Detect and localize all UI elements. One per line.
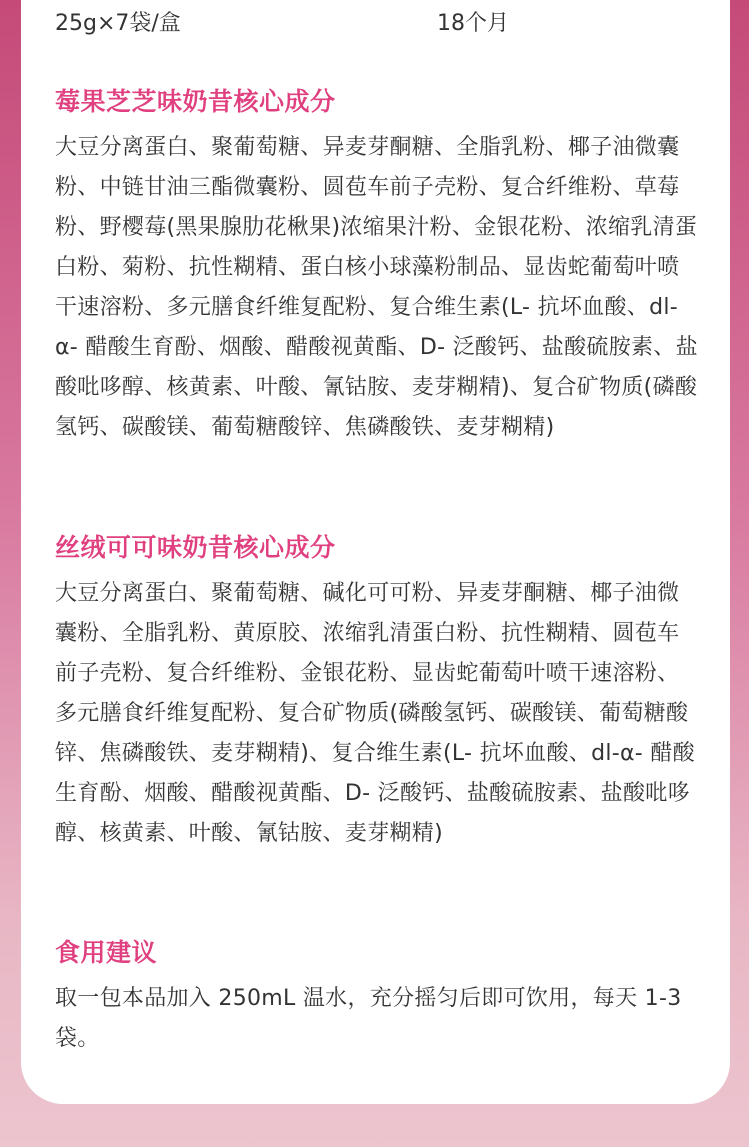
pack-size: 25g×7袋/盒 — [55, 11, 181, 36]
strawberry-ingredients-section — [55, 82, 701, 448]
strawberry-section-title: 莓果芝芝味奶昔核心成分 — [55, 87, 336, 116]
usage-section — [55, 933, 701, 1059]
cocoa-ingredients-text: 大豆分离蛋白、聚葡萄糖、碱化可可粉、异麦芽酮糖、椰子油微囊粉、全脂乳粉、黄原胶、浓缩乳清蛋白粉、抗性糊精、圆苞车前子壳粉、复合纤维粉、金银花粉、显齿蛇葡萄叶喷干速溶粉、多元膳食纤维复配粉、复合矿物质(磷酸氢钙、碳酸镁、葡萄糖酸锌、焦磷酸铁、麦芽糊精)、复合维生素(L- 抗坏血酸、dl-α- 醋酸生育酚、烟酸、醋酸视黄酯、D- 泛酸钙、盐酸硫胺素、盐酸吡哆醇、核黄素、叶酸、氰钴胺、麦芽糊精) — [55, 581, 695, 846]
shelf-life: 18个月 — [437, 11, 509, 36]
usage-section-title: 食用建议 — [55, 938, 158, 967]
usage-text: 取一包本品加入 250mL 温水，充分摇匀后即可饮用，每天 1-3 袋。 — [55, 986, 682, 1051]
spec-row — [55, 4, 695, 44]
product-info-card — [21, 0, 730, 1104]
cocoa-ingredients-section — [55, 528, 701, 854]
cocoa-section-title: 丝绒可可味奶昔核心成分 — [55, 533, 336, 562]
strawberry-ingredients-text: 大豆分离蛋白、聚葡萄糖、异麦芽酮糖、全脂乳粉、椰子油微囊粉、中链甘油三酯微囊粉、圆苞车前子壳粉、复合纤维粉、草莓粉、野樱莓(黑果腺肋花楸果)浓缩果汁粉、金银花粉、浓缩乳清蛋白粉、菊粉、抗性糊精、蛋白核小球藻粉制品、显齿蛇葡萄叶喷干速溶粉、多元膳食纤维复配粉、复合维生素(L- 抗坏血酸、dl-α- 醋酸生育酚、烟酸、醋酸视黄酯、D- 泛酸钙、盐酸硫胺素、盐酸吡哆醇、核黄素、叶酸、氰钴胺、麦芽糊精)、复合矿物质(磷酸氢钙、碳酸镁、葡萄糖酸锌、焦磷酸铁、麦芽糊精) — [55, 135, 698, 440]
